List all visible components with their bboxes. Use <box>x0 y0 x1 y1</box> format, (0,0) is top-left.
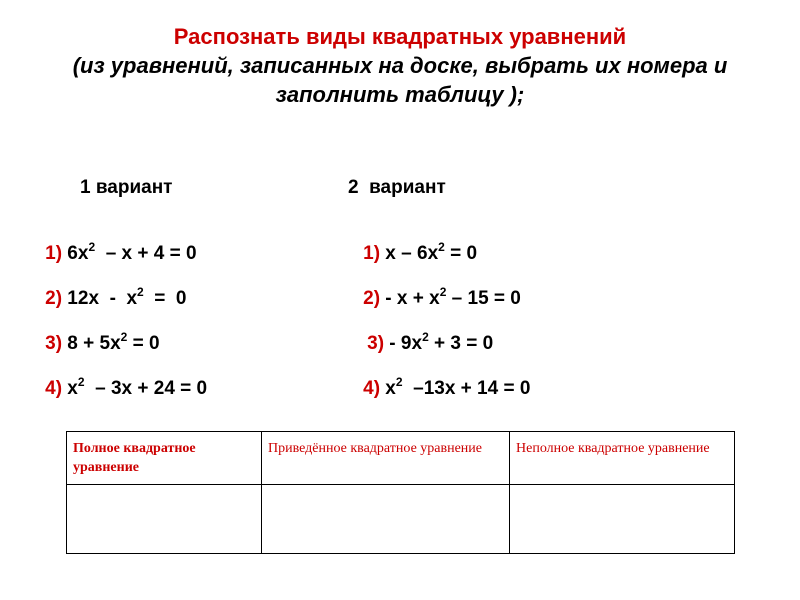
variant-2-equation-4 <box>342 356 530 422</box>
equation-right: = 0 <box>143 288 187 309</box>
equation-left: - х + х <box>380 288 440 309</box>
equation-right: – 15 = 0 <box>446 288 521 309</box>
answer-cell-incomplete[interactable] <box>510 485 735 554</box>
answer-cell-full[interactable] <box>67 485 262 554</box>
table-header-row <box>67 432 735 485</box>
header-reduced-equation: Приведённое квадратное уравнение <box>262 432 510 485</box>
equation-number: 1) <box>45 243 63 264</box>
slide-subtitle: (из уравнений, записанных на доске, выбрать их номера и заполнить таблицу ); <box>72 53 728 107</box>
slide-title: Распознать виды квадратных уравнений <box>173 24 627 49</box>
equation-left: 6х <box>62 243 89 264</box>
equation-number: 2) <box>45 288 63 309</box>
variant-2-heading: 2 вариант <box>348 177 446 198</box>
exponent: 2 <box>439 285 447 299</box>
header-incomplete-equation: Неполное квадратное уравнение <box>510 432 735 485</box>
equation-number: 3) <box>45 333 63 354</box>
exponent: 2 <box>395 375 403 389</box>
answer-table <box>66 431 735 554</box>
variant-1-heading: 1 вариант <box>80 177 173 198</box>
exponent: 2 <box>422 330 429 344</box>
equation-number: 1) <box>363 243 381 264</box>
equation-left: х <box>62 378 78 399</box>
equation-right: – 3х + 24 = 0 <box>84 378 208 399</box>
equation-number: 3) <box>367 333 385 354</box>
exponent: 2 <box>77 375 85 389</box>
exponent: 2 <box>438 240 445 254</box>
equation-left: - 9х <box>384 333 423 354</box>
answer-cell-reduced[interactable] <box>262 485 510 554</box>
equation-left: 12х - х <box>62 288 138 309</box>
equation-number: 4) <box>45 378 63 399</box>
equation-left: 8 + 5х <box>62 333 121 354</box>
header-full-equation: Полное квадратное уравнение <box>67 432 262 485</box>
equation-right: + 3 = 0 <box>428 333 494 354</box>
equation-number: 2) <box>363 288 381 309</box>
equation-number: 4) <box>363 378 381 399</box>
equation-right: = 0 <box>127 333 160 354</box>
equation-right: –13х + 14 = 0 <box>402 378 531 399</box>
table-row <box>67 485 735 554</box>
equation-left: х – 6х <box>380 243 439 264</box>
exponent: 2 <box>120 330 128 344</box>
variant-1-equation-4 <box>24 356 207 422</box>
equation-left: х <box>380 378 396 399</box>
equation-right: – х + 4 = 0 <box>95 243 197 264</box>
exponent: 2 <box>137 285 144 299</box>
equation-right: = 0 <box>444 243 478 264</box>
exponent: 2 <box>88 240 96 254</box>
